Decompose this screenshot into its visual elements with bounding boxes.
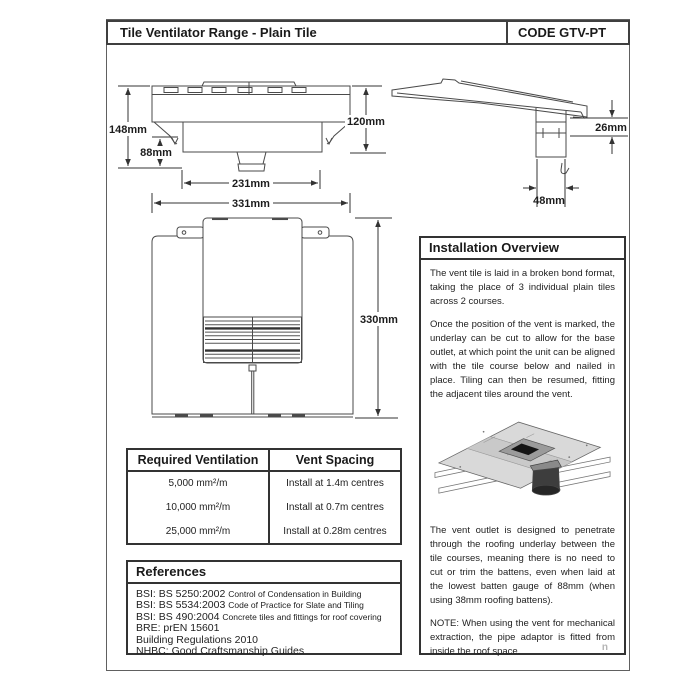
table-cell-ventilation: 25,000 mm²/m (128, 519, 270, 543)
side-profile-drawing (385, 60, 632, 215)
isometric-installation-figure (430, 411, 615, 516)
installation-paragraph: The vent outlet is designed to penetrate through the roofing underlay between the tile courses, meaning there is no need to cut or trim the battens, even when laid at the lowest batten gauge of 88mm (when using 38mm roofing battens). (430, 525, 615, 606)
page-title: Tile Ventilator Range - Plain Tile (120, 25, 317, 40)
table-cell-spacing: Install at 0.7m centres (286, 502, 384, 513)
installation-note: NOTE: When using the vent for mechanical extraction, the pipe adaptor is fitted from inside the roof space. (430, 618, 615, 657)
installation-paragraph: Once the position of the vent is marked, the underlay can be cut to allow for the base outlet, at which point the unit can be aligned with the tile course below and nailed in place. Tiling can then be resumed, fitting the adjacent tiles around the vent. (430, 319, 615, 400)
table-header-required-ventilation: Required Ventilation (128, 450, 270, 470)
dim-tile-height-label: 120mm (347, 116, 385, 128)
installation-body (421, 260, 624, 659)
references-box (126, 560, 402, 658)
product-code: CODE GTV-PT (506, 22, 628, 43)
references-title: References (128, 562, 400, 584)
reference-item: Building Regulations 2010 (136, 633, 259, 646)
dim-overall-height-label: 148mm (109, 124, 147, 136)
dim-overall-length-label: 330mm (360, 314, 398, 326)
installation-title: Installation Overview (421, 238, 624, 260)
table-row (128, 472, 400, 496)
references-list (128, 584, 400, 657)
table-cell-ventilation: 5,000 mm²/m (128, 472, 270, 496)
header-bar (106, 20, 630, 45)
table-cell-spacing: Install at 1.4m centres (286, 478, 384, 490)
ventilation-table (126, 448, 402, 545)
table-header-vent-spacing: Vent Spacing (295, 453, 375, 467)
dim-base-height-label: 88mm (140, 147, 172, 159)
table-cell-ventilation: 10,000 mm²/m (128, 496, 270, 520)
dim-eave-depth-label: 26mm (595, 122, 627, 134)
table-row (128, 496, 400, 520)
watermark-mark: n (601, 642, 608, 653)
table-row (128, 519, 400, 543)
dim-outlet-width-label: 48mm (533, 195, 565, 207)
table-header-row (128, 450, 400, 472)
front-elevation-drawing (106, 65, 400, 215)
reference-item: BSI: BS 5250:2002 Control of Condensation in Building (136, 588, 362, 600)
reference-item: BRE: prEN 15601 (136, 622, 220, 635)
reference-item: BSI: BS 490:2004 Concrete tiles and fittings for roof covering (136, 610, 382, 623)
dim-overall-width-label: 331mm (232, 198, 270, 210)
installation-overview-box (419, 236, 626, 655)
plan-view-drawing (140, 210, 410, 440)
reference-item: NHBC: Good Craftsmanship Guides (136, 645, 305, 658)
table-cell-spacing: Install at 0.28m centres (283, 525, 387, 537)
reference-item: BSI: BS 5534:2003 Code of Practice for Slate and Tiling (136, 599, 364, 612)
dim-base-width-label: 231mm (232, 178, 270, 190)
installation-paragraph: The vent tile is laid in a broken bond format, taking the place of 3 individual plain tiles across 2 courses. (430, 268, 615, 307)
